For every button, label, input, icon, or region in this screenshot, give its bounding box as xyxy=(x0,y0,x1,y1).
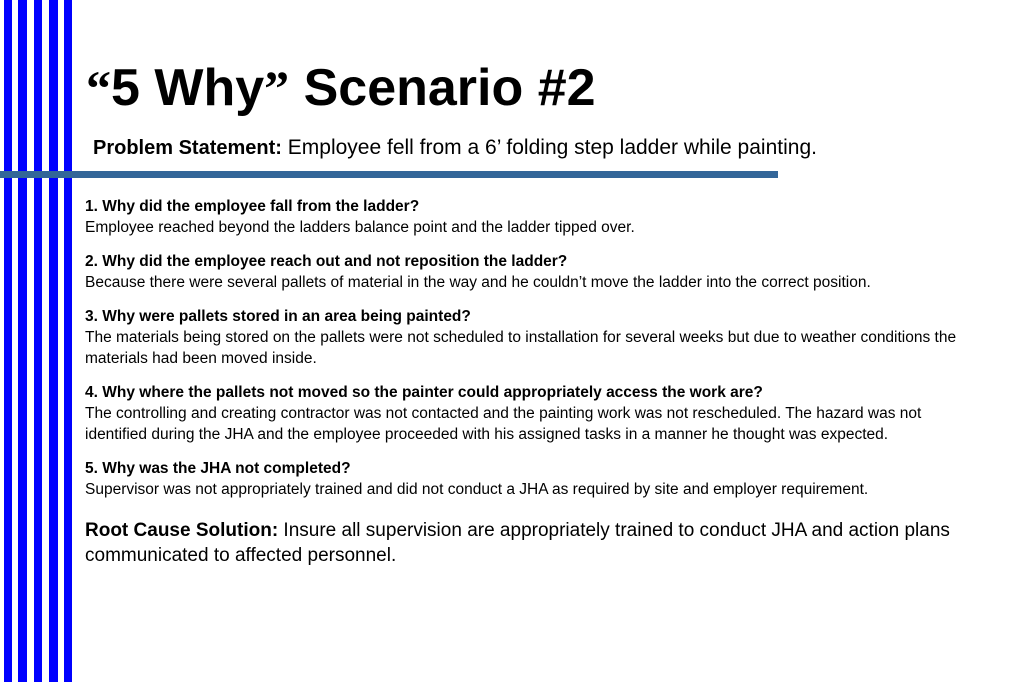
stripe xyxy=(64,0,72,682)
why-question: 5. Why was the JHA not completed? xyxy=(85,460,351,477)
why-item-2 xyxy=(85,251,985,293)
slide-title xyxy=(86,58,596,118)
why-item-4 xyxy=(85,382,985,445)
stripe xyxy=(49,0,58,682)
title-close-quote: ” xyxy=(264,60,290,116)
why-item-5 xyxy=(85,458,985,500)
why-question: 2. Why did the employee reach out and not reposition the ladder? xyxy=(85,253,568,270)
problem-statement xyxy=(93,134,817,162)
why-answer: The controlling and creating contractor was not contacted and the painting work was not rescheduled. The hazard was not identified during the JHA and the employee proceeded with his assigned tasks in a manner he thought was expected. xyxy=(85,405,922,443)
why-item-3 xyxy=(85,306,985,369)
why-question: 4. Why where the pallets not moved so the painter could appropriately access the work are? xyxy=(85,384,763,401)
root-cause-text: Insure all supervision are appropriately trained to conduct JHA and action plans communicated to affected personnel. xyxy=(85,520,950,566)
why-question: 1. Why did the employee fall from the ladder? xyxy=(85,198,420,215)
stripe xyxy=(4,0,12,682)
title-open-quote: “ xyxy=(86,60,111,116)
why-answer: The materials being stored on the pallets were not scheduled to installation for several weeks but due to weather conditions the materials had been moved inside. xyxy=(85,329,957,367)
why-question: 3. Why were pallets stored in an area being painted? xyxy=(85,308,471,325)
problem-label: Problem Statement: xyxy=(93,137,282,159)
stripe xyxy=(34,0,42,682)
why-list xyxy=(85,196,985,568)
title-rest: Scenario #2 xyxy=(289,59,596,117)
decorative-stripes xyxy=(0,0,80,682)
root-cause-solution xyxy=(85,518,965,568)
stripe xyxy=(18,0,27,682)
problem-text: Employee fell from a 6’ folding step ladder while painting. xyxy=(281,136,817,159)
title-main: 5 Why xyxy=(111,59,265,117)
why-item-1 xyxy=(85,196,985,238)
root-cause-label: Root Cause Solution: xyxy=(85,520,279,541)
divider-rule xyxy=(0,171,778,178)
why-answer: Employee reached beyond the ladders balance point and the ladder tipped over. xyxy=(85,219,635,236)
why-answer: Because there were several pallets of material in the way and he couldn’t move the ladder into the correct position. xyxy=(85,274,871,291)
why-answer: Supervisor was not appropriately trained and did not conduct a JHA as required by site and employer requirement. xyxy=(85,481,869,498)
